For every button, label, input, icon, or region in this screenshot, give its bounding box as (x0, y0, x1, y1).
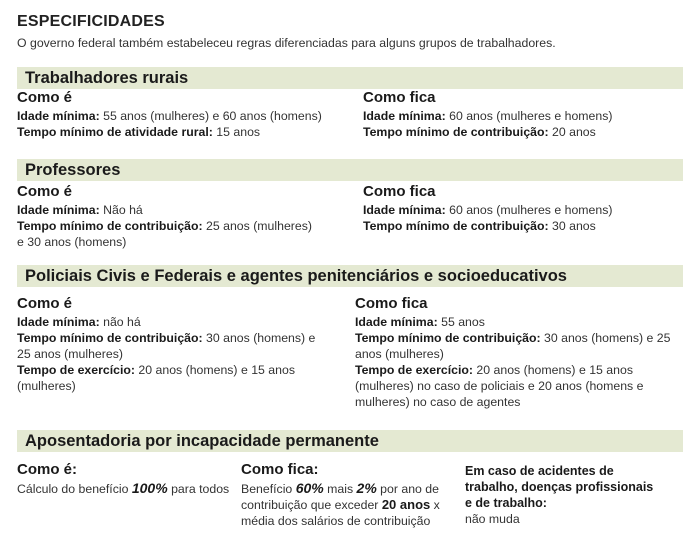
incapacidade-before-heading: Como é: (17, 461, 77, 478)
professores-before-idade: Idade mínima: Não há (17, 203, 143, 217)
accident-heading: Em caso de acidentes de trabalho, doenças profissionais e de trabalho: (465, 464, 654, 510)
policiais-before-heading: Como é (17, 295, 73, 312)
professores-after (363, 183, 683, 234)
pct-100: 100% (131, 480, 168, 496)
rurais-before-tempo: Tempo mínimo de atividade rural: 15 anos (17, 125, 261, 139)
policiais-after-heading: Como fica (355, 295, 428, 312)
incapacidade-before-text: Cálculo do benefício 100% para todos (17, 480, 230, 496)
professores-after-idade: Idade mínima: 60 anos (mulheres e homens) (363, 203, 613, 217)
rurais-before-idade: Idade mínima: 55 anos (mulheres) e 60 anos (homens) (17, 109, 322, 123)
page-title: ESPECIFICIDADES (17, 13, 165, 30)
policiais-before-exercicio: Tempo de exercício: 20 anos (homens) e 15 anos (mulheres) (17, 363, 295, 393)
section-header-rurais: Trabalhadores rurais (17, 67, 683, 89)
professores-after-tempo: Tempo mínimo de contribuição: 30 anos (363, 219, 596, 233)
incapacidade-after (241, 461, 456, 529)
rurais-after-tempo: Tempo mínimo de contribuição: 20 anos (363, 125, 596, 139)
incapacidade-after-text: Benefício 60% mais 2% por ano de contribuição que exceder 20 anos x média dos salários de contribuição (241, 480, 440, 528)
rurais-after-idade: Idade mínima: 60 anos (mulheres e homens) (363, 109, 613, 123)
section-header-policiais: Policiais Civis e Federais e agentes penitenciários e socioeducativos (17, 265, 683, 287)
policiais-after-exercicio: Tempo de exercício: 20 anos (homens) e 15 anos (mulheres) no caso de policiais e 20 anos (homens e mulheres) no caso de agentes (355, 363, 644, 409)
incapacidade-after-heading: Como fica: (241, 461, 319, 478)
professores-before-tempo: Tempo mínimo de contribuição: 25 anos (mulheres) e 30 anos (homens) (17, 219, 312, 249)
section-header-incapacidade: Aposentadoria por incapacidade permanente (17, 430, 683, 452)
incapacidade-accident (465, 463, 655, 527)
policiais-before-tempo: Tempo mínimo de contribuição: 30 anos (homens) e 25 anos (mulheres) (17, 331, 316, 361)
professores-after-heading: Como fica (363, 183, 436, 200)
policiais-before-idade: Idade mínima: não há (17, 315, 141, 329)
rurais-after-heading: Como fica (363, 89, 436, 106)
pct-60: 60% (295, 480, 324, 496)
rurais-before (17, 89, 347, 140)
page-subtitle: O governo federal também estabeleceu regras diferenciadas para alguns grupos de trabalhadores. (17, 36, 556, 50)
rurais-after (363, 89, 683, 140)
incapacidade-before (17, 461, 237, 497)
professores-before (17, 183, 317, 250)
section-header-professores: Professores (17, 159, 683, 181)
accident-value: não muda (465, 512, 520, 526)
pct-2: 2% (356, 480, 377, 496)
rurais-before-heading: Como é (17, 89, 73, 106)
professores-before-heading: Como é (17, 183, 73, 200)
years-20: 20 anos (381, 497, 431, 512)
policiais-after-idade: Idade mínima: 55 anos (355, 315, 485, 329)
policiais-after (355, 295, 673, 410)
policiais-before (17, 295, 332, 394)
policiais-after-tempo: Tempo mínimo de contribuição: 30 anos (homens) e 25 anos (mulheres) (355, 331, 671, 361)
